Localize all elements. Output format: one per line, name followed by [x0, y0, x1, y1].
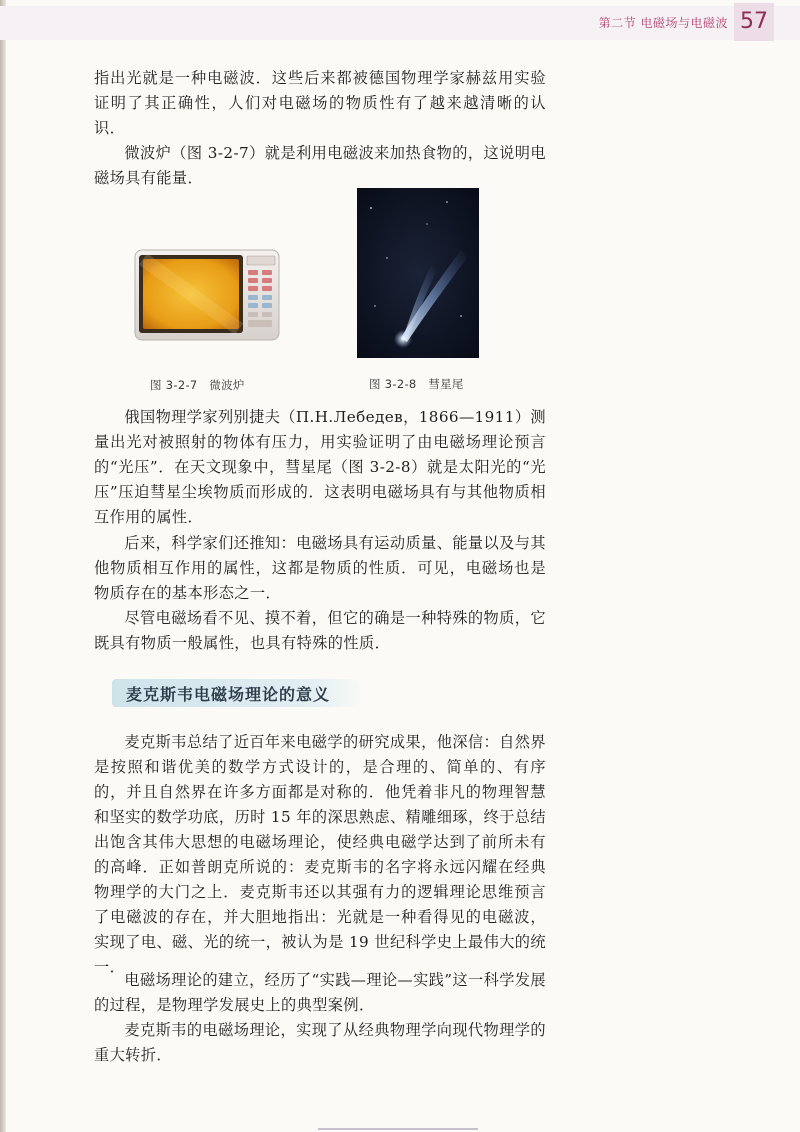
section-heading	[112, 679, 364, 707]
page-binding-edge	[0, 0, 6, 1132]
paragraph-special-matter: 尽管电磁场看不见、摸不着，但它的确是一种特殊的物质，它既具有物质一般属性，也具有特殊的性质．	[94, 609, 546, 652]
paragraph-maxwell-summary: 麦克斯韦总结了近百年来电磁学的研究成果，他深信：自然界是按照和谐优美的数学方式设计的，是合理的、简单的、有序的，并且自然界在许多方面都是对称的．他凭着非凡的物理智慧和坚实的数学功底，历时 15 年的深思熟虑、精雕细琢，终于总结出饱含其伟大思想的电磁场理论，使经典电磁学达到了前所未有的高峰．正如普朗克所说的：麦克斯韦的名字将永远闪耀在经典物理学的大门之上．麦克斯韦还以其强有力的逻辑理论思维预言了电磁波的存在，并大胆地指出：光就是一种看得见的电磁波，实现了电、磁、光的统一，被认为是 19 世纪科学史上最伟大的统一．	[94, 733, 546, 976]
paragraph-light-is-em-wave: 指出光就是一种电磁波．这些后来都被德国物理学家赫兹用实验证明了其正确性，人们对电磁场的物质性有了越来越清晰的认识．	[94, 69, 546, 137]
page-number: 57	[734, 3, 774, 41]
footer-rule	[318, 1128, 478, 1130]
section-title: 麦克斯韦电磁场理论的意义	[126, 685, 331, 704]
paragraph-em-field-properties: 后来，科学家们还推知：电磁场具有运动质量、能量以及与其他物质相互作用的属性，这都是物质的性质．可见，电磁场也是物质存在的基本形态之一．	[94, 534, 546, 602]
header-section-title: 第二节 电磁场与电磁波	[598, 16, 728, 30]
comet-tail-photo	[357, 188, 479, 358]
paragraph-lebedev: 俄国物理学家列别捷夫（П.Н.Лебедев，1866—1911）测量出光对被照射的物体有压力，用实验证明了由电磁场理论预言的“光压”．在天文现象中，彗星尾（图 3-2-8）就是太阳光的“光压”压迫彗星尘埃物质而形成的．这表明电磁场具有与其他物质相互作用的属性．	[94, 408, 546, 526]
paragraph-turning-point: 麦克斯韦的电磁场理论，实现了从经典物理学向现代物理学的重大转折．	[94, 1021, 546, 1064]
paragraph-practice-theory: 电磁场理论的建立，经历了“实践—理论—实践”这一科学发展的过程，是物理学发展史上的典型案例．	[94, 971, 546, 1014]
microwave-oven-photo	[133, 246, 283, 346]
paragraph-microwave: 微波炉（图 3-2-7）就是利用电磁波来加热食物的，这说明电磁场具有能量．	[94, 144, 546, 187]
figure-caption-microwave: 图 3-2-7 微波炉	[150, 378, 245, 392]
figure-caption-comet: 图 3-2-8 彗星尾	[369, 377, 464, 391]
